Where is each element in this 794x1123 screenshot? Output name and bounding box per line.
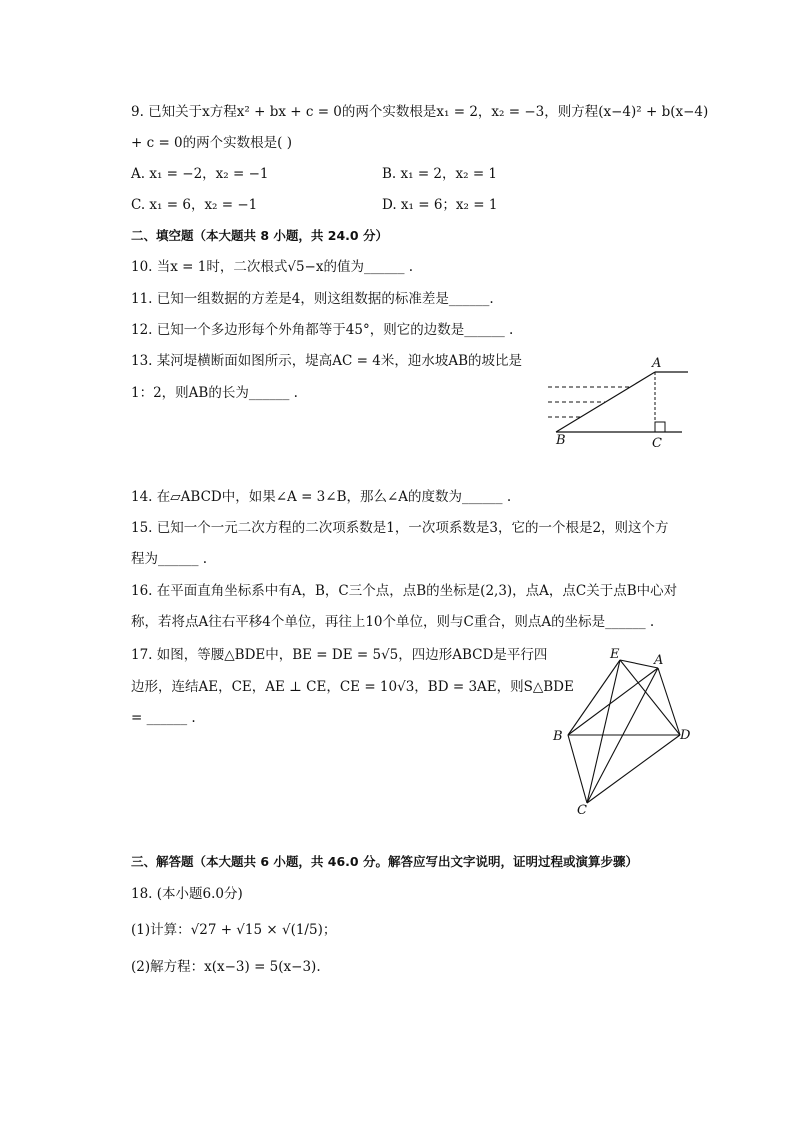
q13-label-c: C [652, 436, 662, 451]
q10: 10. 当x = 1时，二次根式√5−x的值为______ . [131, 259, 414, 275]
q9-option-b: B. x₁ = 2，x₂ = 1 [382, 166, 498, 182]
q14: 14. 在▱ABCD中，如果∠A = 3∠B，那么∠A的度数为______ . [131, 489, 512, 505]
q17-line3: = ______ . [131, 710, 196, 726]
q17-label-d: D [680, 728, 691, 743]
q13-label-b: B [556, 433, 566, 448]
q15-line1: 15. 已知一个一元二次方程的二次项系数是1，一次项系数是3，它的一个根是2，则这个方 [131, 520, 669, 536]
q17-label-c: C [577, 803, 587, 818]
q13-label-a: A [652, 356, 662, 371]
q9-stem-line2: + c = 0的两个实数根是( ) [131, 135, 292, 151]
q9-option-a: A. x₁ = −2，x₂ = −1 [131, 166, 269, 182]
q16-line2: 称，若将点A往右平移4个单位，再往上10个单位，则与C重合，则点A的坐标是______ . [131, 614, 655, 630]
q17-label-a: A [654, 653, 664, 668]
q13-line2: 1：2，则AB的长为______ . [131, 385, 298, 401]
q9-option-d: D. x₁ = 6；x₂ = 1 [382, 197, 498, 213]
q18-title: 18. (本小题6.0分) [131, 886, 243, 902]
q17-line1: 17. 如图，等腰△BDE中，BE = DE = 5√5，四边形ABCD是平行四 [131, 647, 548, 663]
q9-stem-line1: 9. 已知关于x方程x² + bx + c = 0的两个实数根是x₁ = 2，x₂ = −3，则方程(x−4)² + b(x−4) [131, 104, 709, 120]
q17-line2: 边形，连结AE，CE，AE ⊥ CE，CE = 10√3，BD = 3AE，则S△BDE [131, 679, 574, 695]
q13-embankment-figure [540, 352, 700, 452]
q15-line2: 程为______ . [131, 551, 208, 567]
q12: 12. 已知一个多边形每个外角都等于45°，则它的边数是______ . [131, 322, 514, 338]
q18-part2: (2)解方程：x(x−3) = 5(x−3). [131, 959, 321, 975]
q11: 11. 已知一组数据的方差是4，则这组数据的标准差是______. [131, 291, 494, 307]
section3-heading: 三、解答题（本大题共 6 小题，共 46.0 分。解答应写出文字说明，证明过程或演算步骤） [131, 854, 638, 869]
q9-option-c: C. x₁ = 6，x₂ = −1 [131, 197, 258, 213]
section2-heading: 二、填空题（本大题共 8 小题，共 24.0 分） [131, 228, 388, 243]
q18-part1: (1)计算：√27 + √15 × √(1/5)； [131, 922, 337, 938]
q13-line1: 13. 某河堤横断面如图所示，堤高AC = 4米，迎水坡AB的坡比是 [131, 353, 522, 369]
q17-label-b: B [553, 729, 563, 744]
q17-geometry-figure [540, 640, 720, 820]
q17-label-e: E [610, 647, 620, 662]
q16-line1: 16. 在平面直角坐标系中有A，B，C三个点，点B的坐标是(2,3)，点A，点C关于点B中心对 [131, 583, 678, 599]
